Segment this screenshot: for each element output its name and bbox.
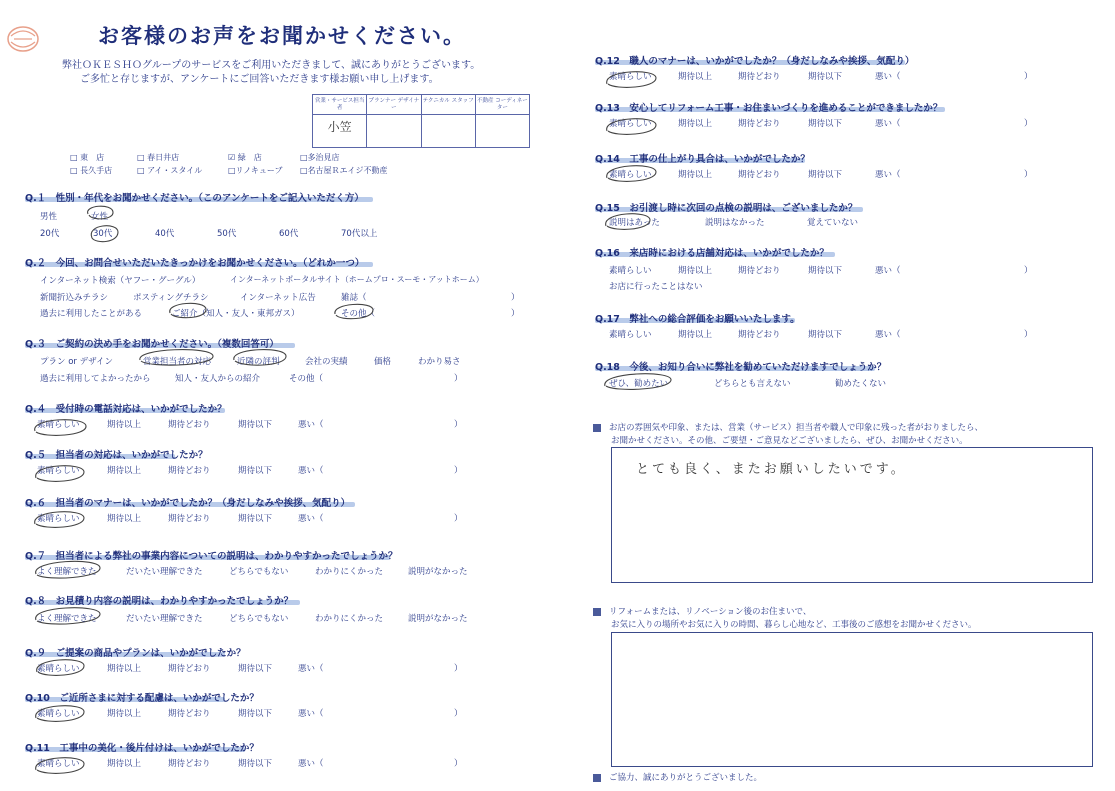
q18-option-1[interactable]: ぜひ、勧めたい — [609, 379, 669, 389]
staff-header-realestate: 不動産 コーディネーター — [476, 98, 528, 111]
q18-option-3[interactable]: 勧めたくない — [835, 379, 887, 389]
q8-option-2[interactable]: だいたい理解できた — [126, 614, 203, 624]
q6-title: Q.６ 担当者のマナーは、いかがでしたか？（身だしなみや挨拶、気配り） — [25, 498, 351, 509]
q3-option-plan[interactable]: プラン or デザイン — [40, 357, 114, 367]
q2-option-past-use[interactable]: 過去に利用したことがある — [40, 309, 143, 319]
q13-option-4[interactable]: 期待以下 — [808, 119, 843, 129]
q13-close: ） — [1024, 119, 1033, 129]
closing-message: ご協力、誠にありがとうございました。 — [593, 771, 762, 783]
q16-option-4[interactable]: 期待以下 — [808, 266, 843, 276]
q6-option-4[interactable]: 期待以下 — [238, 514, 273, 524]
q17-title: Q.17 弊社への総合評価をお願いいたします。 — [595, 314, 800, 325]
q13-option-3[interactable]: 期待どおり — [738, 119, 781, 129]
q11-option-2[interactable]: 期待以上 — [107, 759, 142, 769]
q12-option-3[interactable]: 期待どおり — [738, 72, 781, 82]
comment2-prompt-2: お気に入りの場所やお気に入りの時間、暮らし心地など、工事後のご感想をお聞かせください。 — [611, 620, 977, 630]
q14-option-5[interactable]: 悪い（ — [875, 170, 901, 180]
q4-option-4[interactable]: 期待以下 — [238, 420, 273, 430]
q1-option-70s[interactable]: 70代以上 — [341, 229, 378, 239]
q12-option-4[interactable]: 期待以下 — [808, 72, 843, 82]
q7-option-5[interactable]: 説明がなかった — [408, 567, 468, 577]
q11-close: ） — [454, 759, 463, 769]
staff-value-sales[interactable]: 小笠 — [313, 115, 367, 148]
staff-value-realestate[interactable] — [476, 115, 529, 148]
q8-option-4[interactable]: わかりにくかった — [315, 614, 384, 624]
q1-option-50s[interactable]: 50代 — [217, 229, 237, 239]
q14-option-1[interactable]: 素晴らしい — [609, 170, 652, 180]
store-midori[interactable]: ☑ 緑 店 — [228, 153, 262, 162]
q11-option-1[interactable]: 素晴らしい — [37, 759, 80, 769]
store-nagakute[interactable]: □ 長久手店 — [70, 166, 113, 175]
q16-option-5[interactable]: 悪い（ — [875, 266, 901, 276]
q12-option-5[interactable]: 悪い（ — [875, 72, 901, 82]
store-i-style[interactable]: □ アイ・スタイル — [137, 166, 203, 175]
q4-option-3[interactable]: 期待どおり — [168, 420, 211, 430]
q3-option-clarity[interactable]: わかり易さ — [418, 357, 461, 367]
q5-close: ） — [454, 466, 463, 476]
q16-close: ） — [1024, 266, 1033, 276]
q3-option-friend-referral[interactable]: 知人・友人からの紹介 — [175, 374, 261, 384]
q2-option-magazine[interactable]: 雑誌（ — [341, 293, 367, 303]
q3-title: Q.３ ご契約の決め手をお聞かせください。（複数回答可） — [25, 339, 279, 350]
q7-option-4[interactable]: わかりにくかった — [315, 567, 384, 577]
store-tajimi[interactable]: □多治見店 — [300, 153, 340, 162]
store-kasugai[interactable]: □ 春日井店 — [137, 153, 180, 162]
comment1-prompt-1: お店の雰囲気や印象、または、営業（サービス）担当者や職人で印象に残った者がおりましたら、 — [593, 421, 983, 433]
q11-option-5[interactable]: 悪い（ — [298, 759, 324, 769]
q3-option-past-good[interactable]: 過去に利用してよかったから — [40, 374, 151, 384]
store-higashi[interactable]: □ 東 店 — [70, 153, 105, 162]
q2-option-posting[interactable]: ポスティングチラシ — [133, 293, 209, 303]
comment2-prompt-1: リフォームまたは、リノベーション後のお住まいで、 — [593, 605, 811, 617]
staff-header-planner: プランナー デザイナー — [367, 95, 421, 114]
q2-option-portal[interactable]: インターネットポータルサイト（ホームプロ・スーモ・アットホーム） — [230, 275, 484, 284]
q7-option-2[interactable]: だいたい理解できた — [126, 567, 203, 577]
q13-option-1[interactable]: 素晴らしい — [609, 119, 652, 129]
staff-header-sales: 営業・サービス担当者 — [313, 95, 367, 114]
q18-option-2[interactable]: どちらとも言えない — [714, 379, 791, 389]
q6-option-1[interactable]: 素晴らしい — [37, 514, 80, 524]
q17-option-5[interactable]: 悪い（ — [875, 330, 901, 340]
q6-option-2[interactable]: 期待以上 — [107, 514, 142, 524]
q8-title: Q.８ お見積り内容の説明は、わかりやすかったでしょうか？ — [25, 596, 294, 607]
staff-header-technical: テクニカル スタッフ — [422, 95, 476, 114]
q1-title: Q.１ 性別・年代をお聞かせください。（このアンケートをご記入いただく方） — [25, 193, 364, 204]
q12-option-1[interactable]: 素晴らしい — [609, 72, 652, 82]
q8-option-5[interactable]: 説明がなかった — [408, 614, 468, 624]
q16-option-never-visited[interactable]: お店に行ったことはない — [609, 282, 703, 292]
q10-option-5[interactable]: 悪い（ — [298, 709, 324, 719]
q14-close: ） — [1024, 170, 1033, 180]
q3-option-price[interactable]: 価格 — [374, 357, 392, 367]
q3-option-track-record[interactable]: 会社の実績 — [305, 357, 348, 367]
q10-option-1[interactable]: 素晴らしい — [37, 709, 80, 719]
q4-close: ） — [454, 420, 463, 430]
q11-option-3[interactable]: 期待どおり — [168, 759, 211, 769]
staff-value-planner[interactable] — [367, 115, 421, 148]
q2-option-referral[interactable]: ご紹介（知人・友人・東邦ガス） — [172, 309, 300, 319]
q14-option-3[interactable]: 期待どおり — [738, 170, 781, 180]
q2-other-close: ） — [511, 309, 520, 319]
q6-option-3[interactable]: 期待どおり — [168, 514, 211, 524]
q16-option-1[interactable]: 素晴らしい — [609, 266, 652, 276]
q3-option-sales-rep[interactable]: 営業担当者の対応 — [143, 357, 212, 367]
q10-close: ） — [454, 709, 463, 719]
q11-option-4[interactable]: 期待以下 — [238, 759, 273, 769]
q17-option-4[interactable]: 期待以下 — [808, 330, 843, 340]
q5-title: Q.５ 担当者の対応は、いかがでしたか？ — [25, 450, 208, 461]
q6-option-5[interactable]: 悪い（ — [298, 514, 324, 524]
q12-close: ） — [1024, 72, 1033, 82]
q10-option-4[interactable]: 期待以下 — [238, 709, 273, 719]
q4-option-2[interactable]: 期待以上 — [107, 420, 142, 430]
q15-title: Q.15 お引渡し時に次回の点検の説明は、ございましたか？ — [595, 203, 858, 214]
staff-value-technical[interactable] — [422, 115, 476, 148]
q9-option-1[interactable]: 素晴らしい — [37, 664, 80, 674]
q17-option-1[interactable]: 素晴らしい — [609, 330, 652, 340]
q15-option-1[interactable]: 説明はあった — [609, 218, 660, 228]
q10-option-2[interactable]: 期待以上 — [107, 709, 142, 719]
q9-option-5[interactable]: 悪い（ — [298, 664, 324, 674]
q12-title: Q.12 職人のマナーは、いかがでしたか？（身だしなみや挨拶、気配り） — [595, 56, 915, 67]
q1-option-60s[interactable]: 60代 — [279, 229, 299, 239]
q5-option-3[interactable]: 期待どおり — [168, 466, 211, 476]
staff-table — [312, 94, 530, 148]
q13-option-2[interactable]: 期待以上 — [678, 119, 713, 129]
q15-option-3[interactable]: 覚えていない — [807, 218, 859, 228]
comment1-answer: とても良く、またお願いしたいです。 — [636, 462, 907, 477]
q14-title: Q.14 工事の仕上がり具合は、いかがでしたか？ — [595, 154, 810, 165]
comment1-prompt-2: お聞かせください。その他、ご要望・ご意見などございましたら、ぜひ、お聞かせください。 — [611, 436, 968, 446]
q8-option-1[interactable]: よく理解できた — [37, 614, 97, 624]
q1-option-20s[interactable]: 20代 — [40, 229, 60, 239]
q6-close: ） — [454, 514, 463, 524]
q7-option-1[interactable]: よく理解できた — [37, 567, 97, 577]
q5-option-5[interactable]: 悪い（ — [298, 466, 324, 476]
comment1-textarea[interactable] — [611, 447, 1093, 583]
q12-option-2[interactable]: 期待以上 — [678, 72, 713, 82]
intro-line-2: ご多忙と存じますが、アンケートにご回答いただきます様お願い申し上げます。 — [80, 74, 439, 85]
q4-option-1[interactable]: 素晴らしい — [37, 420, 80, 430]
q10-option-3[interactable]: 期待どおり — [168, 709, 211, 719]
q5-option-1[interactable]: 素晴らしい — [37, 466, 80, 476]
q11-title: Q.11 工事中の美化・後片付けは、いかがでしたか？ — [25, 743, 259, 754]
q10-title: Q.10 ご近所さまに対する配慮は、いかがでしたか？ — [25, 693, 259, 704]
q9-title: Q.９ ご提案の商品やプランは、いかがでしたか？ — [25, 648, 246, 659]
store-r-age[interactable]: □名古屋Ｒエイジ不動産 — [300, 166, 388, 175]
q16-option-2[interactable]: 期待以上 — [678, 266, 713, 276]
q18-title: Q.18 今後、お知り合いに弊社を勧めていただけますでしょうか？ — [595, 362, 887, 373]
q1-option-female[interactable]: 女性 — [91, 212, 109, 222]
q9-close: ） — [454, 664, 463, 674]
q2-title: Q.２ 今回、お問合せいただいたきっかけをお聞かせください。（どれか一つ） — [25, 258, 365, 269]
q2-option-other[interactable]: その他（ — [341, 309, 376, 319]
store-renocube[interactable]: □リノキューブ — [228, 166, 283, 175]
q9-option-4[interactable]: 期待以下 — [238, 664, 273, 674]
q16-title: Q.16 来店時における店舗対応は、いかがでしたか？ — [595, 248, 829, 259]
q17-close: ） — [1024, 330, 1033, 340]
q9-option-3[interactable]: 期待どおり — [168, 664, 211, 674]
q1-option-male[interactable]: 男性 — [40, 212, 58, 222]
q4-option-5[interactable]: 悪い（ — [298, 420, 324, 430]
q14-option-2[interactable]: 期待以上 — [678, 170, 713, 180]
q5-option-4[interactable]: 期待以下 — [238, 466, 273, 476]
q8-option-3[interactable]: どちらでもない — [229, 614, 289, 624]
page-title: お客様のお声をお聞かせください。 — [98, 24, 466, 48]
q13-title: Q.13 安心してリフォーム工事・お住まいづくりを進めることができましたか？ — [595, 103, 943, 114]
q2-option-web-ad[interactable]: インターネット広告 — [240, 293, 316, 303]
q2-option-search[interactable]: インターネット検索（ヤフー・グーグル） — [40, 276, 201, 286]
q9-option-2[interactable]: 期待以上 — [107, 664, 142, 674]
q2-option-newspaper[interactable]: 新聞折込みチラシ — [40, 293, 109, 303]
q17-option-2[interactable]: 期待以上 — [678, 330, 713, 340]
q3-other-close: ） — [454, 374, 463, 384]
q17-option-3[interactable]: 期待どおり — [738, 330, 781, 340]
q7-option-3[interactable]: どちらでもない — [229, 567, 289, 577]
comment2-textarea[interactable] — [611, 632, 1093, 767]
intro-line-1: 弊社ＯＫＥＳＨＯグループのサービスをご利用いただきまして、誠にありがとうございます。 — [62, 60, 481, 71]
q14-option-4[interactable]: 期待以下 — [808, 170, 843, 180]
q5-option-2[interactable]: 期待以上 — [107, 466, 142, 476]
q4-title: Q.４ 受付時の電話対応は、いかがでしたか？ — [25, 404, 227, 415]
q3-option-reputation[interactable]: 近隣の評判 — [237, 357, 280, 367]
q15-option-2[interactable]: 説明はなかった — [705, 218, 765, 228]
q3-option-other[interactable]: その他（ — [289, 374, 324, 384]
q13-option-5[interactable]: 悪い（ — [875, 119, 901, 129]
q16-option-3[interactable]: 期待どおり — [738, 266, 781, 276]
q1-option-30s[interactable]: 30代 — [93, 229, 113, 239]
company-logo — [6, 24, 40, 54]
q7-title: Q.７ 担当者による弊社の事業内容についての説明は、わかりやすかったでしょうか？ — [25, 551, 398, 562]
q1-option-40s[interactable]: 40代 — [155, 229, 175, 239]
q2-magazine-close: ） — [511, 293, 520, 303]
